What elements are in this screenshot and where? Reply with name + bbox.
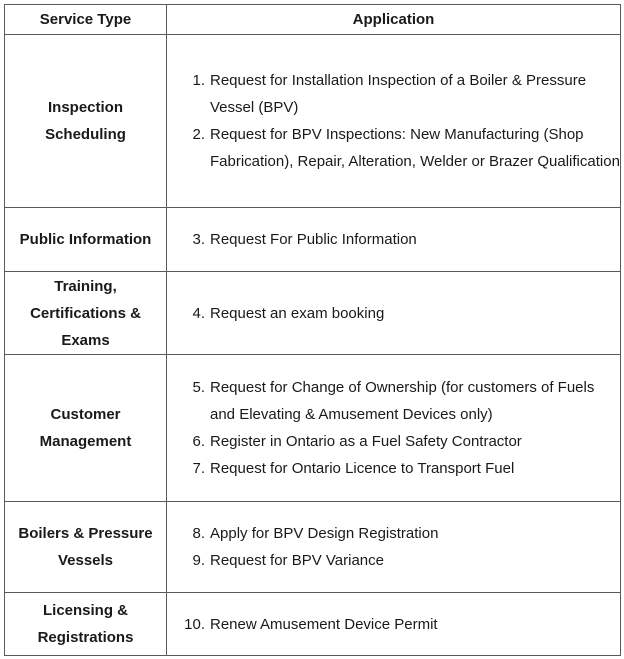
application-list xyxy=(167,374,620,482)
header-application: Application xyxy=(167,5,621,35)
item-number: 9. xyxy=(192,552,205,569)
application-cell xyxy=(167,35,621,208)
list-item xyxy=(167,547,620,574)
application-cell xyxy=(167,355,621,502)
item-text: Request for BPV Inspections: New Manufacturing (Shop Fabrication), Repair, Alteration, Welder or Brazer Qualification xyxy=(210,126,620,170)
item-number: 7. xyxy=(192,460,205,477)
item-text: Request an exam booking xyxy=(210,304,385,322)
table-row xyxy=(5,593,621,656)
list-item xyxy=(167,428,620,455)
service-type-line: Public Information xyxy=(19,231,152,248)
service-type-line: Customer xyxy=(50,406,121,423)
item-text: Request for Ontario Licence to Transport Fuel xyxy=(210,460,515,477)
list-item xyxy=(167,226,620,253)
item-number: 6. xyxy=(192,433,205,450)
service-type-line: Scheduling xyxy=(45,126,126,143)
item-number: 10. xyxy=(184,615,205,633)
item-number: 3. xyxy=(192,231,205,248)
application-cell xyxy=(167,208,621,272)
application-list xyxy=(167,611,620,638)
item-text: Request for Installation Inspection of a Boiler & Pressure Vessel (BPV) xyxy=(210,72,587,116)
table-row xyxy=(5,502,621,593)
application-cell xyxy=(167,502,621,593)
service-type-line: Management xyxy=(39,433,132,450)
item-number: 1. xyxy=(192,72,205,89)
service-type-cell xyxy=(5,208,167,272)
table-row xyxy=(5,355,621,502)
table-row xyxy=(5,35,621,208)
service-type-line: Inspection xyxy=(47,99,123,116)
application-list xyxy=(167,67,620,175)
application-cell xyxy=(167,272,621,355)
item-text: Request for Change of Ownership (for customers of Fuels and Elevating & Amusement Devices only) xyxy=(210,379,595,423)
application-list xyxy=(167,226,620,253)
item-number: 2. xyxy=(192,126,205,143)
item-text: Renew Amusement Device Permit xyxy=(210,615,438,633)
service-type-line: Registrations xyxy=(37,629,134,646)
list-item xyxy=(167,611,620,638)
list-item xyxy=(167,520,620,547)
service-type-line: Certifications & xyxy=(30,304,141,322)
item-text: Register in Ontario as a Fuel Safety Contractor xyxy=(210,433,522,450)
list-item xyxy=(167,455,620,482)
application-list xyxy=(167,300,620,327)
item-number: 8. xyxy=(192,525,205,542)
item-text: Request For Public Information xyxy=(210,231,417,248)
list-item xyxy=(167,300,620,327)
service-type-line: Exams xyxy=(61,331,110,349)
list-item xyxy=(167,67,620,121)
header-row xyxy=(5,5,621,35)
header-service-type: Service Type xyxy=(5,5,167,35)
list-item xyxy=(167,374,620,428)
service-type-line: Boilers & Pressure xyxy=(18,525,153,542)
service-type-line: Licensing & xyxy=(42,602,128,619)
table-row xyxy=(5,208,621,272)
application-cell xyxy=(167,593,621,656)
service-type-cell xyxy=(5,35,167,208)
item-text: Apply for BPV Design Registration xyxy=(210,525,439,542)
list-item xyxy=(167,121,620,175)
item-number: 5. xyxy=(192,379,205,396)
service-type-line: Vessels xyxy=(57,552,114,569)
service-type-line: Training, xyxy=(54,277,117,295)
service-type-cell xyxy=(5,502,167,593)
item-number: 4. xyxy=(192,304,205,322)
service-type-cell xyxy=(5,355,167,502)
application-list xyxy=(167,520,620,574)
item-text: Request for BPV Variance xyxy=(210,552,384,569)
service-table xyxy=(4,4,621,656)
service-type-cell xyxy=(5,593,167,656)
service-type-cell xyxy=(5,272,167,355)
table-row xyxy=(5,272,621,355)
